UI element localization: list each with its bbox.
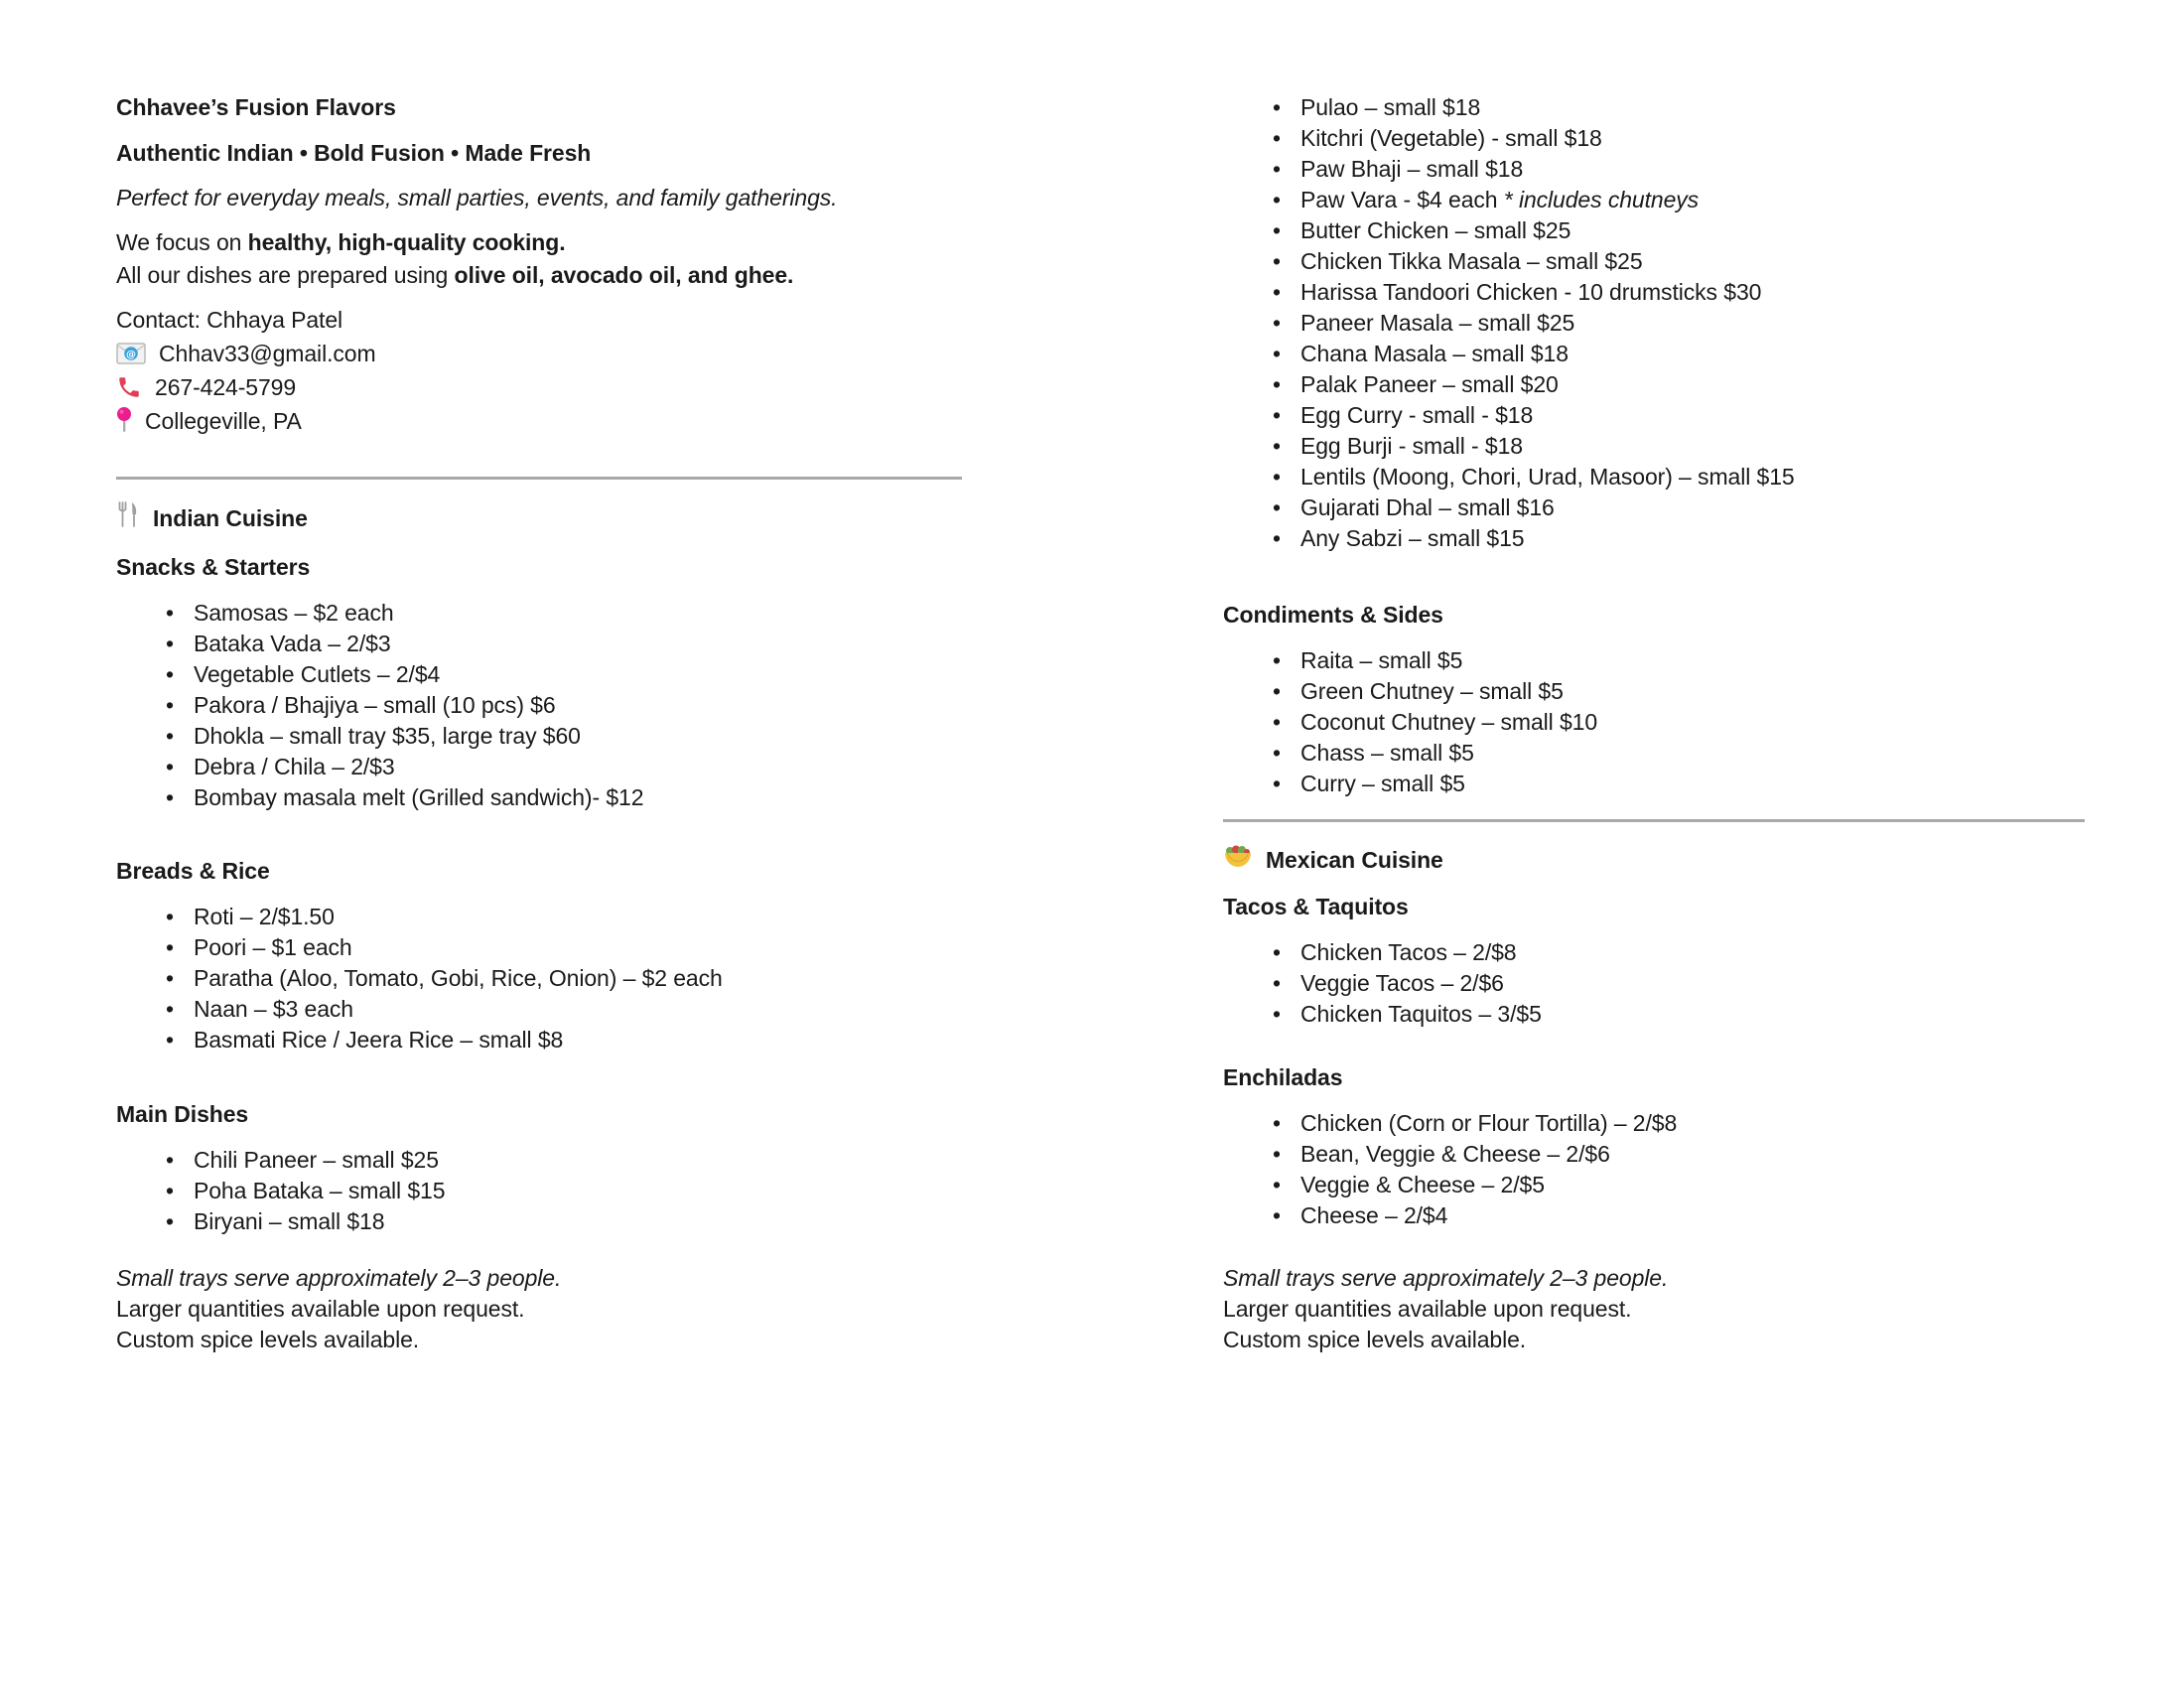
left-column bbox=[116, 92, 1010, 1355]
mains-title: Main Dishes bbox=[116, 1101, 249, 1127]
prepared-bold: olive oil, avocado oil, and ghee. bbox=[454, 262, 794, 288]
mexican-cuisine-label: Mexican Cuisine bbox=[1266, 846, 1443, 873]
menu-item: • Any Sabzi – small $15 bbox=[1223, 523, 2097, 554]
page-title: Chhavee’s Fusion Flavors bbox=[116, 94, 396, 120]
menu-item: • Lentils (Moong, Chori, Urad, Masoor) – small $15 bbox=[1223, 462, 2097, 492]
menu-item: • Kitchri (Vegetable) - small $18 bbox=[1223, 123, 2097, 154]
section-divider bbox=[1223, 819, 2085, 822]
prepared-line bbox=[116, 259, 1010, 292]
breads-list bbox=[116, 902, 1010, 1055]
map-pin-icon bbox=[116, 406, 132, 436]
menu-item: • Roti – 2/$1.50 bbox=[116, 902, 1010, 932]
footnote-line-2: Larger quantities available upon request. bbox=[116, 1296, 525, 1322]
tacos-title: Tacos & Taquitos bbox=[1223, 894, 1409, 919]
footnote-line-3: Custom spice levels available. bbox=[1223, 1327, 1527, 1352]
menu-item: • Vegetable Cutlets – 2/$4 bbox=[116, 659, 1010, 690]
footnote-left bbox=[116, 1263, 1010, 1355]
menu-item: • Chili Paneer – small $25 bbox=[116, 1145, 1010, 1176]
mains-list bbox=[116, 1145, 1010, 1237]
footnote-line-3: Custom spice levels available. bbox=[116, 1327, 420, 1352]
occasions-line: Perfect for everyday meals, small parties, events, and family gatherings. bbox=[116, 185, 838, 211]
menu-item: • Naan – $3 each bbox=[116, 994, 1010, 1025]
snacks-title: Snacks & Starters bbox=[116, 554, 311, 580]
right-column bbox=[1223, 92, 2097, 1355]
contact-phone: 267-424-5799 bbox=[155, 374, 297, 400]
indian-cuisine-heading bbox=[116, 499, 1010, 537]
menu-item: • Chicken Taquitos – 3/$5 bbox=[1223, 999, 2097, 1030]
menu-item: • Egg Curry - small - $18 bbox=[1223, 400, 2097, 431]
phone-receiver-icon bbox=[116, 374, 142, 400]
taco-icon bbox=[1223, 843, 1253, 877]
indian-cuisine-label: Indian Cuisine bbox=[153, 504, 308, 531]
footnote-right bbox=[1223, 1263, 2097, 1355]
section-divider bbox=[116, 477, 962, 480]
contact-location: Collegeville, PA bbox=[145, 408, 302, 434]
menu-item: • Raita – small $5 bbox=[1223, 645, 2097, 676]
menu-item: • Gujarati Dhal – small $16 bbox=[1223, 492, 2097, 523]
menu-item: • Paw Vara - $4 each * includes chutneys bbox=[1223, 185, 2097, 215]
menu-item: • Samosas – $2 each bbox=[116, 598, 1010, 629]
menu-item: • Harissa Tandoori Chicken - 10 drumsticks $30 bbox=[1223, 277, 2097, 308]
svg-text:@: @ bbox=[126, 350, 136, 360]
menu-item: • Chicken Tikka Masala – small $25 bbox=[1223, 246, 2097, 277]
menu-item: • Dhokla – small tray $35, large tray $60 bbox=[116, 721, 1010, 752]
contact-email: Chhav33@gmail.com bbox=[159, 341, 376, 366]
fork-and-knife-icon bbox=[116, 499, 140, 537]
tagline: Authentic Indian • Bold Fusion • Made Fresh bbox=[116, 140, 592, 166]
menu-item: • Cheese – 2/$4 bbox=[1223, 1200, 2097, 1231]
prepared-prefix: All our dishes are prepared using bbox=[116, 262, 455, 288]
footnote-line-1: Small trays serve approximately 2–3 people. bbox=[1223, 1265, 1669, 1291]
focus-line bbox=[116, 226, 1010, 259]
menu-item: • Paneer Masala – small $25 bbox=[1223, 308, 2097, 339]
contact-email-row bbox=[116, 337, 1010, 370]
menu-item: • Pulao – small $18 bbox=[1223, 92, 2097, 123]
enchiladas-title: Enchiladas bbox=[1223, 1064, 1343, 1090]
menu-item: • Debra / Chila – 2/$3 bbox=[116, 752, 1010, 782]
contact-name: Contact: Chhaya Patel bbox=[116, 307, 343, 333]
breads-title: Breads & Rice bbox=[116, 858, 270, 884]
menu-item: • Basmati Rice / Jeera Rice – small $8 bbox=[116, 1025, 1010, 1055]
menu-item: • Chass – small $5 bbox=[1223, 738, 2097, 769]
menu-item: • Green Chutney – small $5 bbox=[1223, 676, 2097, 707]
menu-item: • Poha Bataka – small $15 bbox=[116, 1176, 1010, 1206]
menu-item: • Butter Chicken – small $25 bbox=[1223, 215, 2097, 246]
menu-item: • Bataka Vada – 2/$3 bbox=[116, 629, 1010, 659]
tacos-list bbox=[1223, 937, 2097, 1030]
envelope-at-icon bbox=[116, 343, 146, 364]
menu-item: • Poori – $1 each bbox=[116, 932, 1010, 963]
enchiladas-list bbox=[1223, 1108, 2097, 1231]
focus-prefix: We focus on bbox=[116, 229, 248, 255]
menu-item: • Egg Burji - small - $18 bbox=[1223, 431, 2097, 462]
menu-item: • Biryani – small $18 bbox=[116, 1206, 1010, 1237]
menu-item: • Paw Bhaji – small $18 bbox=[1223, 154, 2097, 185]
menu-item: • Chicken (Corn or Flour Tortilla) – 2/$8 bbox=[1223, 1108, 2097, 1139]
menu-item: • Veggie Tacos – 2/$6 bbox=[1223, 968, 2097, 999]
condiments-list bbox=[1223, 645, 2097, 799]
footnote-line-2: Larger quantities available upon request. bbox=[1223, 1296, 1632, 1322]
menu-item: • Pakora / Bhajiya – small (10 pcs) $6 bbox=[116, 690, 1010, 721]
focus-bold: healthy, high-quality cooking. bbox=[247, 229, 566, 255]
menu-item: • Curry – small $5 bbox=[1223, 769, 2097, 799]
menu-item: • Veggie & Cheese – 2/$5 bbox=[1223, 1170, 2097, 1200]
menu-item: • Coconut Chutney – small $10 bbox=[1223, 707, 2097, 738]
mains-continued-list bbox=[1223, 92, 2097, 554]
menu-item: • Bombay masala melt (Grilled sandwich)- $12 bbox=[116, 782, 1010, 813]
snacks-list bbox=[116, 598, 1010, 813]
menu-item: • Chana Masala – small $18 bbox=[1223, 339, 2097, 369]
menu-item: • Paratha (Aloo, Tomato, Gobi, Rice, Onion) – $2 each bbox=[116, 963, 1010, 994]
menu-item: • Bean, Veggie & Cheese – 2/$6 bbox=[1223, 1139, 2097, 1170]
menu-item: • Chicken Tacos – 2/$8 bbox=[1223, 937, 2097, 968]
condiments-title: Condiments & Sides bbox=[1223, 602, 1443, 628]
contact-location-row bbox=[116, 404, 1010, 438]
menu-item: • Palak Paneer – small $20 bbox=[1223, 369, 2097, 400]
contact-phone-row bbox=[116, 370, 1010, 404]
mexican-cuisine-heading bbox=[1223, 843, 2097, 877]
footnote-line-1: Small trays serve approximately 2–3 people. bbox=[116, 1265, 562, 1291]
